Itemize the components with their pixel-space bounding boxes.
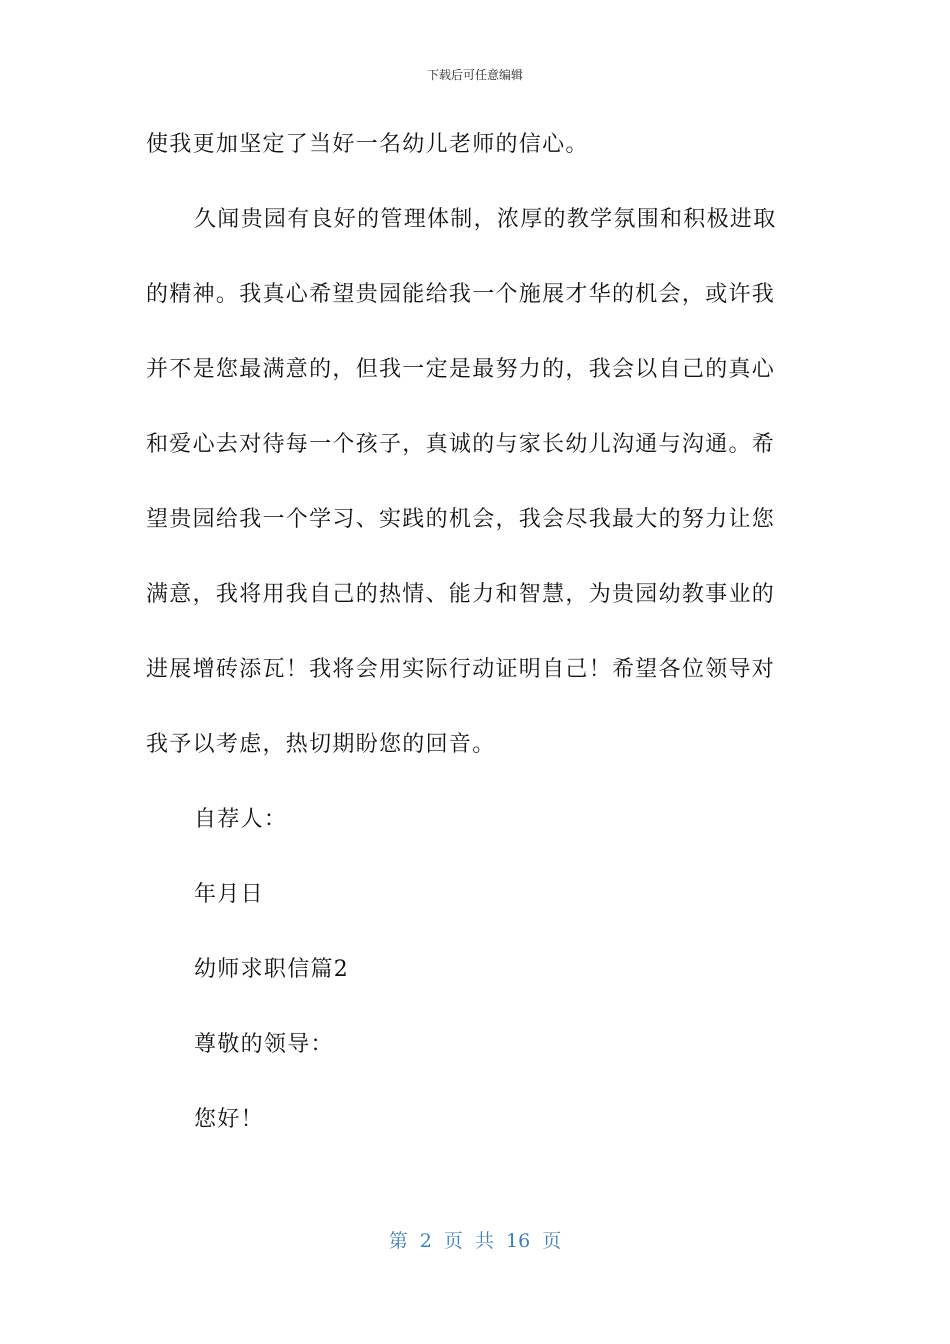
page-header: 下载后可任意编辑	[426, 68, 523, 82]
paragraph-line: 并不是您最满意的，但我一定是最努力的，我会以自己的真心	[146, 357, 776, 382]
salutation: 尊敬的领导：	[194, 1032, 334, 1057]
paragraph-line: 久闻贵园有良好的管理体制，浓厚的教学氛围和积极进取	[194, 207, 777, 232]
paragraph-line: 进展增砖添瓦！我将会用实际行动证明自己！希望各位领导对	[146, 657, 776, 682]
greeting: 您好！	[194, 1107, 264, 1132]
document-body	[146, 128, 794, 1178]
signature-label: 自荐人：	[194, 807, 288, 832]
section-title: 幼师求职信篇2	[194, 957, 350, 982]
paragraph-line: 望贵园给我一个学习、实践的机会，我会尽我最大的努力让您	[146, 507, 776, 532]
paragraph-line: 满意，我将用我自己的热情、能力和智慧，为贵园幼教事业的	[146, 582, 776, 607]
page-number: 第 2 页 共 16 页	[388, 1230, 562, 1252]
paragraph-line: 我予以考虑，热切期盼您的回音。	[146, 732, 496, 757]
paragraph-line: 使我更加坚定了当好一名幼儿老师的信心。	[146, 132, 589, 157]
paragraph-line: 和爱心去对待每一个孩子，真诚的与家长幼儿沟通与沟通。希	[146, 432, 776, 457]
date-placeholder: 年月日	[194, 882, 264, 907]
paragraph-line: 的精神。我真心希望贵园能给我一个施展才华的机会，或许我	[146, 282, 776, 307]
